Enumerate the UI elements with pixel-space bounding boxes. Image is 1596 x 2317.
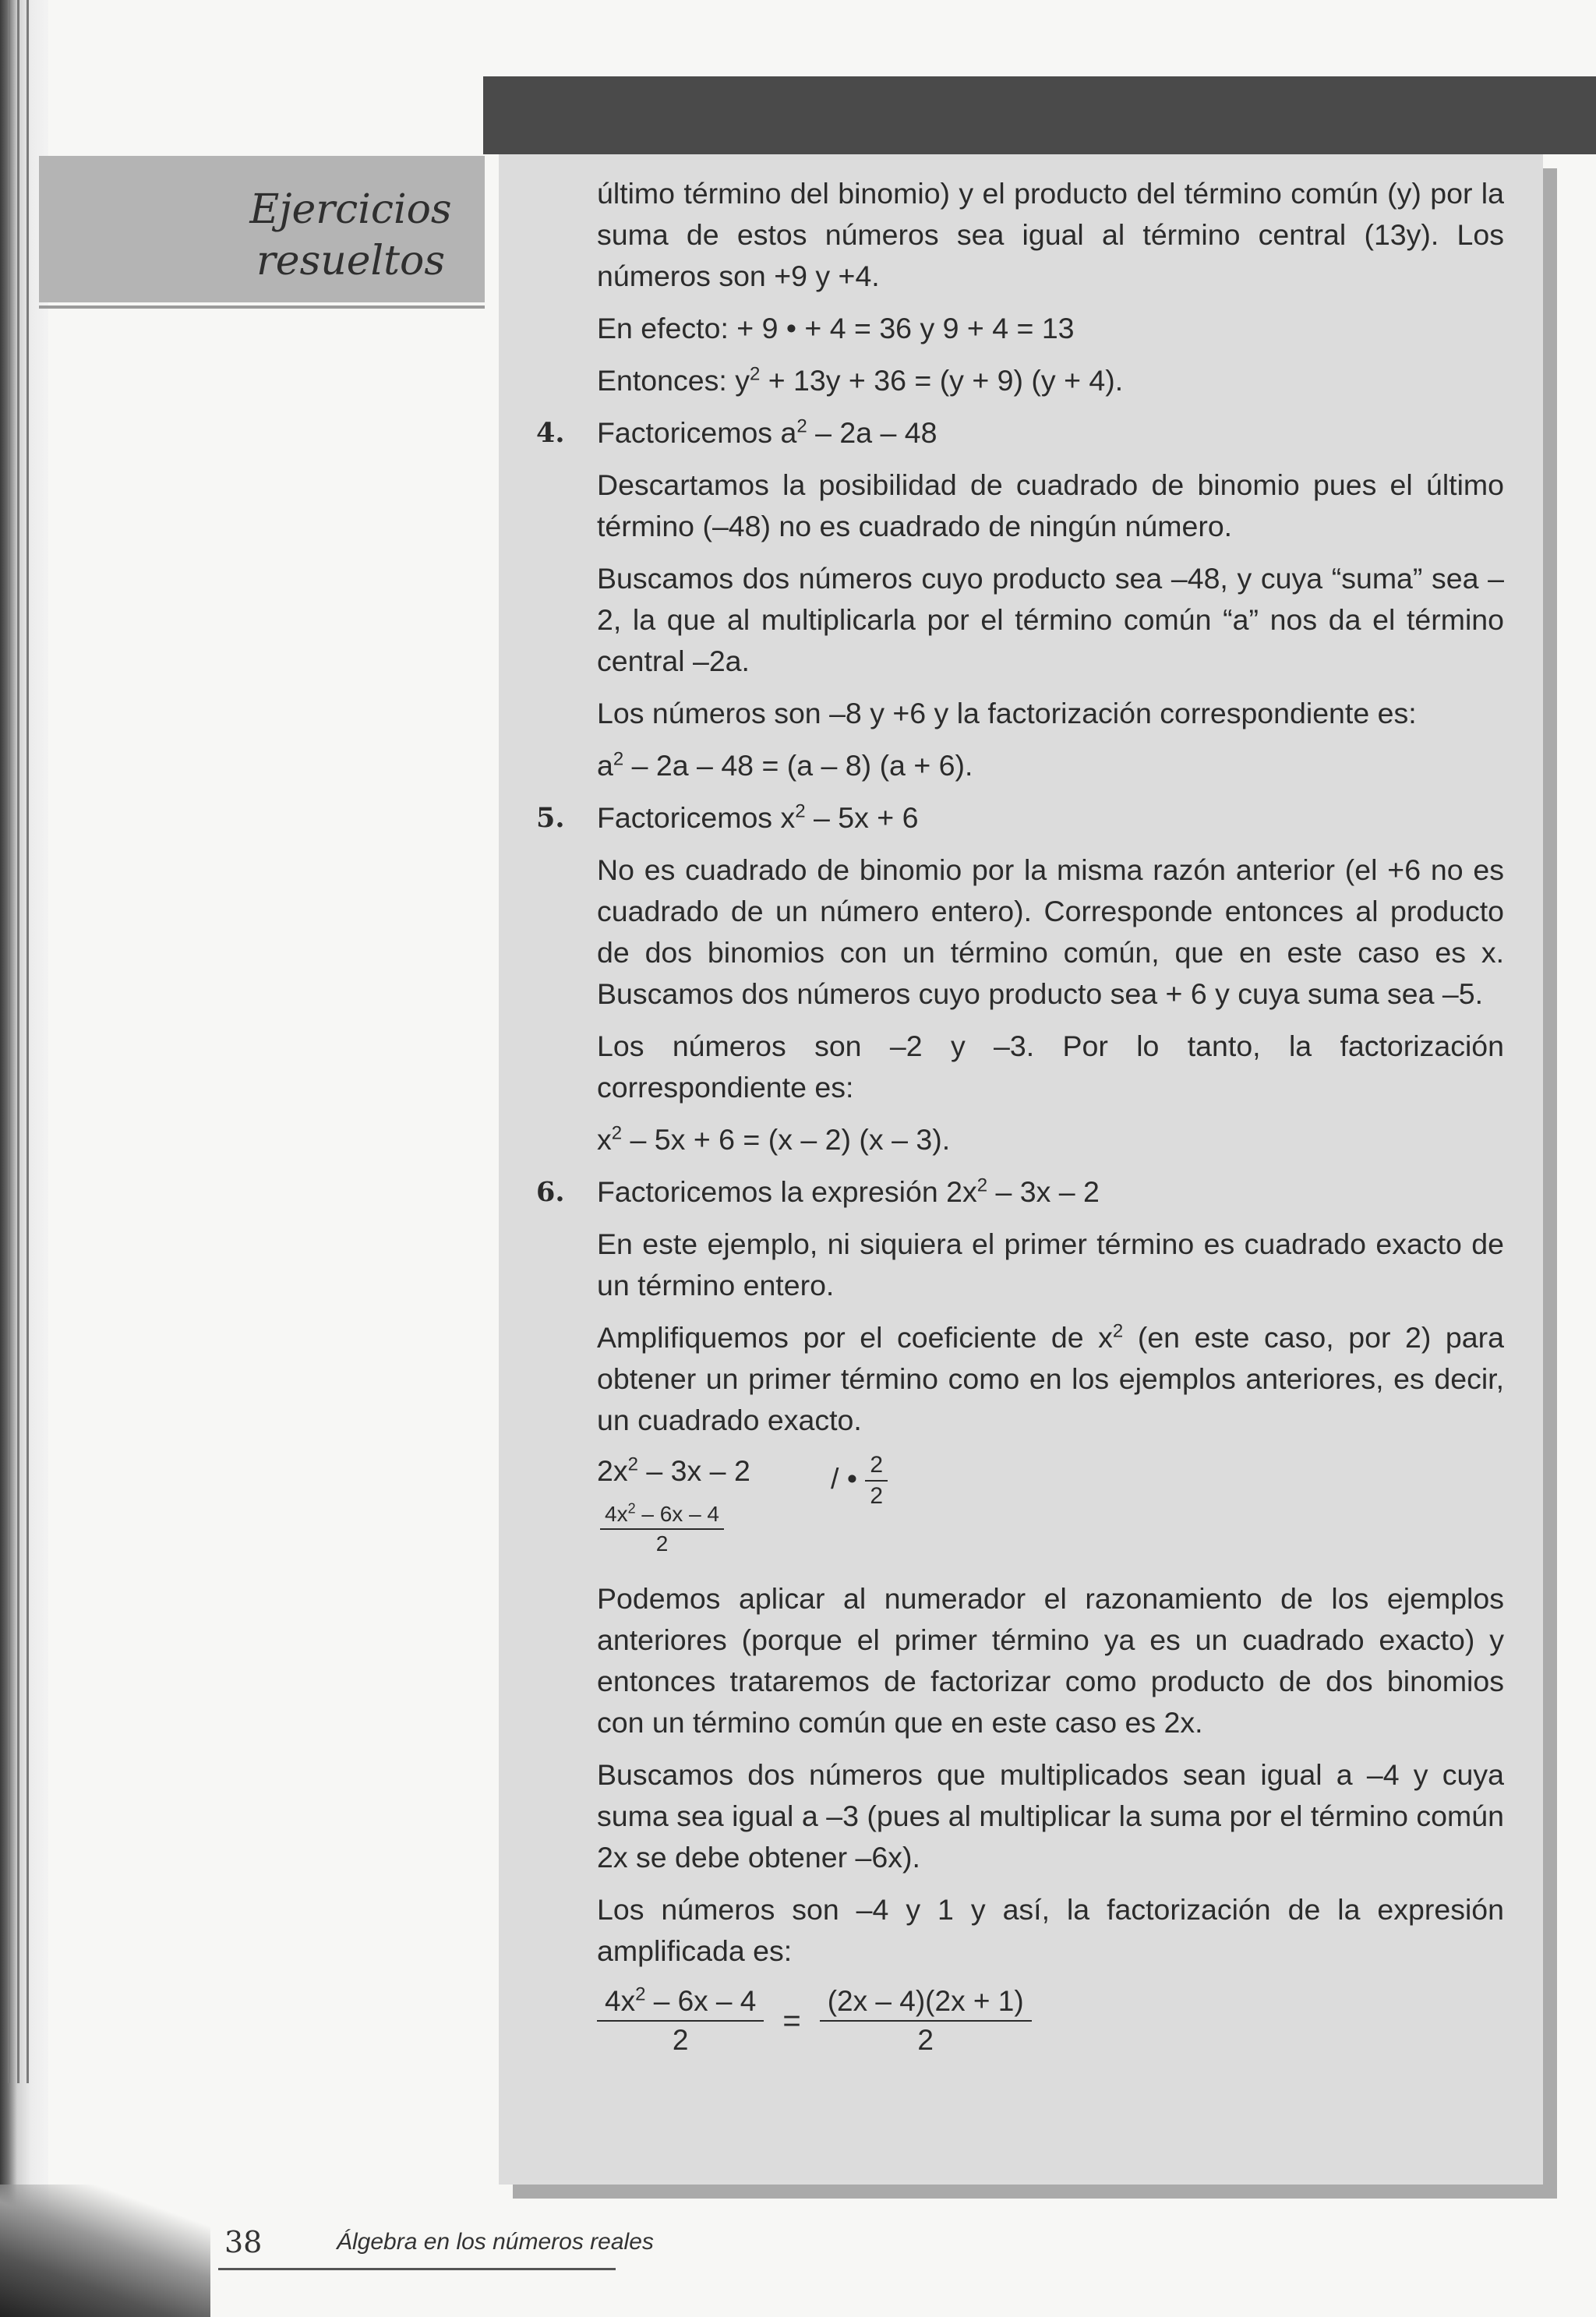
right-fraction: $\frac{(2x - 4)(2x + 1)}{2}$ <box>820 1983 1032 2059</box>
equals-sign: = <box>782 2003 801 2038</box>
page-corner-shadow <box>0 2185 210 2317</box>
section-tag-rule <box>39 306 485 309</box>
header-bar <box>483 76 1596 154</box>
paragraph: Amplifiquemos por el coeficiente de $x^2$ (en este caso, por 2) para obtener un primer término como en los ejemplos anteriores, es decir, un cuadrado exacto. <box>597 1320 1504 1436</box>
left-fraction: $\frac{4x^2 - 6x - 4}{2}$ <box>597 1983 764 2059</box>
expression: $2x^2 - 3x - 2$ <box>597 1453 750 1487</box>
paragraph: último término del binomio) y el producto del término común (y) por la suma de estos números sea igual al término central (13y). Los números son +9 y +4. <box>597 177 1504 292</box>
exercise-number: 6. <box>536 1176 565 1208</box>
amplified-fraction: $\frac{4x^2 - 6x - 4}{2}$ <box>600 1500 724 1558</box>
paragraph: No es cuadrado de binomio por la misma razón anterior (el +6 no es cuadrado de un número entero). Corresponde entonces al producto de dos binomios con un término común, que en este caso es x. Buscamos dos números cuyo producto sea + 6 y cuya suma sea –5. <box>597 853 1504 1010</box>
exercise-6 <box>536 1171 1504 2059</box>
amplification-step <box>597 1450 1504 1567</box>
book-title: Álgebra en los números reales <box>337 2229 654 2255</box>
exercise-4 <box>536 412 1504 786</box>
paragraph: Los números son –2 y –3. Por lo tanto, la factorización correspondiente es: <box>597 1030 1504 1104</box>
paragraph: Buscamos dos números que multiplicados sean igual a –4 y cuya suma sea igual a –3 (pues al multiplicar la suma por el término común 2x se debe obtener –6x). <box>597 1758 1504 1874</box>
final-equation <box>597 1983 1504 2059</box>
exercise-heading: Factoricemos la expresión $2x^2 - 3x - 2$ <box>597 1174 1100 1208</box>
equation: Entonces: $y^2 + 13y + 36 = (y + 9) (y + 4)$. <box>597 363 1124 397</box>
section-tag-line2: resueltos <box>256 238 446 284</box>
multiplier-fraction: $\frac{2}{2}$ <box>865 1450 888 1511</box>
multiplier: / • $\frac{2}{2}$ <box>831 1450 888 1511</box>
equation: $x^2 - 5x + 6 = (x - 2)$ (x – 3). <box>597 1122 951 1156</box>
paragraph: Los números son –4 y 1 y así, la factorización de la expresión amplificada es: <box>597 1893 1504 1967</box>
exercise-number: 4. <box>536 417 565 449</box>
continued-exercise <box>546 173 1504 401</box>
paragraph: En este ejemplo, ni siquiera el primer término es cuadrado exacto de un término entero. <box>597 1227 1504 1302</box>
exercise-5 <box>536 797 1504 1160</box>
equation: $a^2 - 2a - 48 = (a - 8) (a + 6)$. <box>597 748 973 782</box>
paragraph: Buscamos dos números cuyo producto sea –48, y cuya “suma” sea –2, la que al multiplicarla por el término común “a” nos da el término central –2a. <box>597 562 1504 677</box>
paragraph: Los números son –8 y +6 y la factorización correspondiente es: <box>597 697 1417 729</box>
section-tag <box>234 184 468 287</box>
paragraph: Descartamos la posibilidad de cuadrado de binomio pues el último término (–48) no es cuadrado de ningún número. <box>597 468 1504 542</box>
exercise-heading: Factoricemos $a^2 - 2a - 48$ <box>597 415 937 449</box>
paragraph: En efecto: + 9 • + 4 = 36 y 9 + 4 = 13 <box>597 312 1075 344</box>
exercise-heading: Factoricemos $x^2 - 5x + 6$ <box>597 800 919 834</box>
book-spine <box>0 0 48 2317</box>
exercise-content <box>536 173 1504 2059</box>
page-number: 38 <box>224 2225 263 2259</box>
section-tag-line1: Ejercicios <box>249 186 452 233</box>
paragraph: Podemos aplicar al numerador el razonamiento de los ejemplos anteriores (porque el primer término ya es un cuadrado exacto) y entonces trataremos de factorizar como producto de dos binomios con un término común que en este caso es 2x. <box>597 1582 1504 1739</box>
exercise-number: 5. <box>536 802 565 834</box>
footer-rule <box>218 2268 616 2270</box>
